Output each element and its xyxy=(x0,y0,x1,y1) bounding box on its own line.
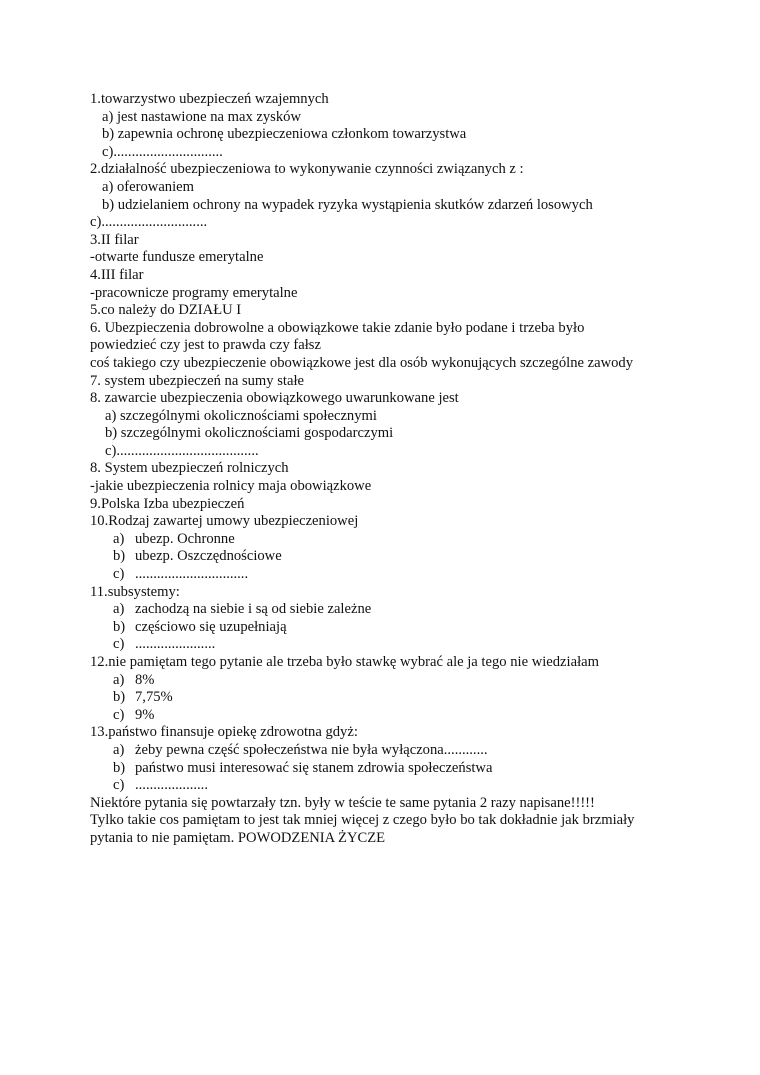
option-marker: a) xyxy=(113,741,125,758)
option-marker: c) xyxy=(113,706,125,723)
option-marker: a) xyxy=(113,601,125,618)
q3-title: 3.II filar xyxy=(90,231,139,248)
q8a-title: 8. zawarcie ubezpieczenia obowiązkowego uwarunkowane jest xyxy=(90,390,459,407)
closing-line-2: Tylko takie cos pamiętam to jest tak mniej więcej z czego było bo tak dokładnie jak brzmiały xyxy=(90,812,635,829)
option-text: 7,75% xyxy=(135,689,173,706)
q13-options xyxy=(90,742,730,795)
q1-option-c: c).............................. xyxy=(102,143,223,160)
option-marker: b) xyxy=(113,759,126,776)
q6-line-3: coś takiego czy ubezpieczenie obowiązkowe jest dla osób wykonujących szczególne zawody xyxy=(90,354,633,371)
list-item xyxy=(90,531,730,549)
list-item xyxy=(90,601,730,619)
list-item xyxy=(90,742,730,760)
option-text: częściowo się uzupełniają xyxy=(135,618,287,635)
option-marker: a) xyxy=(113,671,125,688)
closing-line-3: pytania to nie pamiętam. POWODZENIA ŻYCZE xyxy=(90,829,386,846)
option-text: 8% xyxy=(135,671,155,688)
q11-options xyxy=(90,601,730,654)
q2-title: 2.działalność ubezpieczeniowa to wykonywanie czynności związanych z : xyxy=(90,161,524,178)
list-item xyxy=(90,636,730,654)
option-marker: c) xyxy=(113,566,125,583)
q10-options xyxy=(90,531,730,584)
q1-option-a: a) jest nastawione na max zysków xyxy=(102,108,301,125)
q1-option-b: b) zapewnia ochronę ubezpieczeniowa członkom towarzystwa xyxy=(102,126,467,143)
document-page xyxy=(90,91,730,848)
q8b-answer: -jakie ubezpieczenia rolnicy maja obowiązkowe xyxy=(90,478,372,495)
closing-line-1: Niektóre pytania się powtarzały tzn. były w teście te same pytania 2 razy napisane!!!!! xyxy=(90,794,595,811)
option-text: ubezp. Oszczędnościowe xyxy=(135,548,282,565)
list-item xyxy=(90,548,730,566)
option-marker: c) xyxy=(113,777,125,794)
q8a-option-b: b) szczególnymi okolicznościami gospodarczymi xyxy=(105,425,394,442)
list-item xyxy=(90,777,730,795)
list-item xyxy=(90,707,730,725)
q6-line-1: 6. Ubezpieczenia dobrowolne a obowiązkowe takie zdanie było podane i trzeba było xyxy=(90,319,585,336)
option-text: zachodzą na siebie i są od siebie zależne xyxy=(135,601,372,618)
q4-answer: -pracownicze programy emerytalne xyxy=(90,284,298,301)
option-marker: b) xyxy=(113,689,126,706)
list-item xyxy=(90,672,730,690)
q8a-option-a: a) szczególnymi okolicznościami społecznymi xyxy=(105,407,377,424)
option-marker: b) xyxy=(113,548,126,565)
list-item xyxy=(90,760,730,778)
option-marker: b) xyxy=(113,618,126,635)
list-item xyxy=(90,566,730,584)
q13-title: 13.państwo finansuje opiekę zdrowotna gdyż: xyxy=(90,724,358,741)
q8a-option-c: c)....................................... xyxy=(105,442,259,459)
q2-option-c: c)............................. xyxy=(90,214,208,231)
q9-title: 9.Polska Izba ubezpieczeń xyxy=(90,495,245,512)
q3-answer: -otwarte fundusze emerytalne xyxy=(90,249,264,266)
q2-option-b: b) udzielaniem ochrony na wypadek ryzyka wystąpienia skutków zdarzeń losowych xyxy=(102,196,593,213)
q8b-title: 8. System ubezpieczeń rolniczych xyxy=(90,460,289,477)
q12-options xyxy=(90,672,730,725)
option-text: .................... xyxy=(135,777,208,794)
q7-title: 7. system ubezpieczeń na sumy stałe xyxy=(90,372,304,389)
q5-title: 5.co należy do DZIAŁU I xyxy=(90,302,242,319)
q12-title: 12.nie pamiętam tego pytanie ale trzeba było stawkę wybrać ale ja tego nie wiedziałam xyxy=(90,654,599,670)
option-text: ............................... xyxy=(135,566,249,583)
list-item xyxy=(90,689,730,707)
q11-title: 11.subsystemy: xyxy=(90,583,180,600)
q4-title: 4.III filar xyxy=(90,266,144,283)
option-text: państwo musi interesować się stanem zdrowia społeczeństwa xyxy=(135,759,493,776)
option-text: 9% xyxy=(135,706,155,723)
option-text: ubezp. Ochronne xyxy=(135,530,235,547)
option-text: żeby pewna część społeczeństwa nie była wyłączona............ xyxy=(135,741,488,758)
list-item xyxy=(90,619,730,637)
option-text: ...................... xyxy=(135,636,216,653)
closing-paragraph xyxy=(90,795,730,848)
q6-line-2: powiedzieć czy jest to prawda czy fałsz xyxy=(90,337,321,354)
q10-title: 10.Rodzaj zawartej umowy ubezpieczeniowej xyxy=(90,513,359,530)
q2-option-a: a) oferowaniem xyxy=(102,178,194,195)
option-marker: a) xyxy=(113,530,125,547)
option-marker: c) xyxy=(113,636,125,653)
q1-title: 1.towarzystwo ubezpieczeń wzajemnych xyxy=(90,91,329,107)
